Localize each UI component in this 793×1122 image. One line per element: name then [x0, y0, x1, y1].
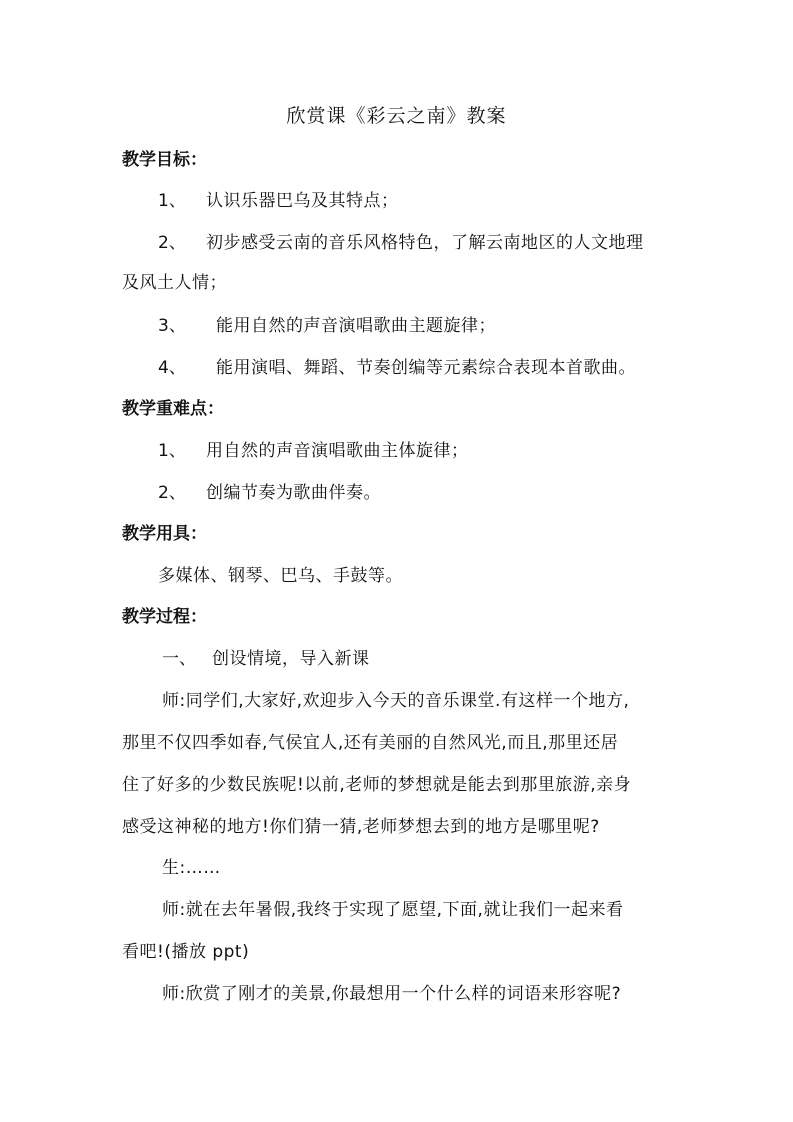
objective-2-text: 初步感受云南的音乐风格特色，了解云南地区的人文地理: [206, 233, 644, 253]
objective-2-number: 2、: [158, 233, 186, 253]
key-point-2-text: 创编节奏为歌曲伴奏。: [206, 483, 381, 503]
objective-1-text: 认识乐器巴乌及其特点；: [206, 191, 399, 211]
process-step-title: 创设情境，导入新课: [212, 649, 370, 669]
objective-3-number: 3、: [158, 316, 186, 336]
tools-heading: 教学用具：: [122, 524, 207, 544]
page-title: 欣赏课《彩云之南》教案: [286, 105, 507, 127]
key-points-heading: 教学重难点：: [122, 399, 224, 419]
objective-4-text: 能用演唱、舞蹈、节奏创编等元素综合表现本首歌曲。: [216, 358, 636, 378]
paragraph-1-line-3: 住了好多的少数民族呢!以前,老师的梦想就是能去到那里旅游,亲身: [122, 775, 632, 795]
objective-2-continuation: 及风土人情；: [122, 273, 227, 293]
key-point-1-text: 用自然的声音演唱歌曲主体旋律；: [206, 441, 469, 461]
key-point-2-number: 2、: [158, 483, 186, 503]
objective-1-number: 1、: [158, 191, 186, 211]
paragraph-2: 生:……: [162, 858, 221, 878]
paragraph-4: 师:欣赏了刚才的美景,你最想用一个什么样的词语来形容呢?: [162, 984, 622, 1004]
paragraph-1-line-4: 感受这神秘的地方!你们猜一猜,老师梦想去到的地方是哪里呢?: [122, 817, 600, 837]
paragraph-3-line-1: 师:就在去年暑假,我终于实现了愿望,下面,就让我们一起来看: [162, 900, 624, 920]
tools-text: 多媒体、钢琴、巴乌、手鼓等。: [158, 566, 403, 586]
objectives-heading: 教学目标：: [122, 150, 207, 170]
paragraph-1-line-2: 那里不仅四季如春,气侯宜人,还有美丽的自然风光,而且,那里还居: [122, 733, 619, 753]
paragraph-1-line-1: 师:同学们,大家好,欢迎步入今天的音乐课堂.有这样一个地方,: [162, 691, 630, 711]
process-heading: 教学过程：: [122, 607, 207, 627]
paragraph-3-line-2: 看吧!(播放 ppt): [122, 942, 250, 962]
objective-4-number: 4、: [158, 358, 186, 378]
objective-3-text: 能用自然的声音演唱歌曲主题旋律；: [216, 316, 496, 336]
process-step-number: 一、: [162, 649, 196, 669]
key-point-1-number: 1、: [158, 441, 186, 461]
